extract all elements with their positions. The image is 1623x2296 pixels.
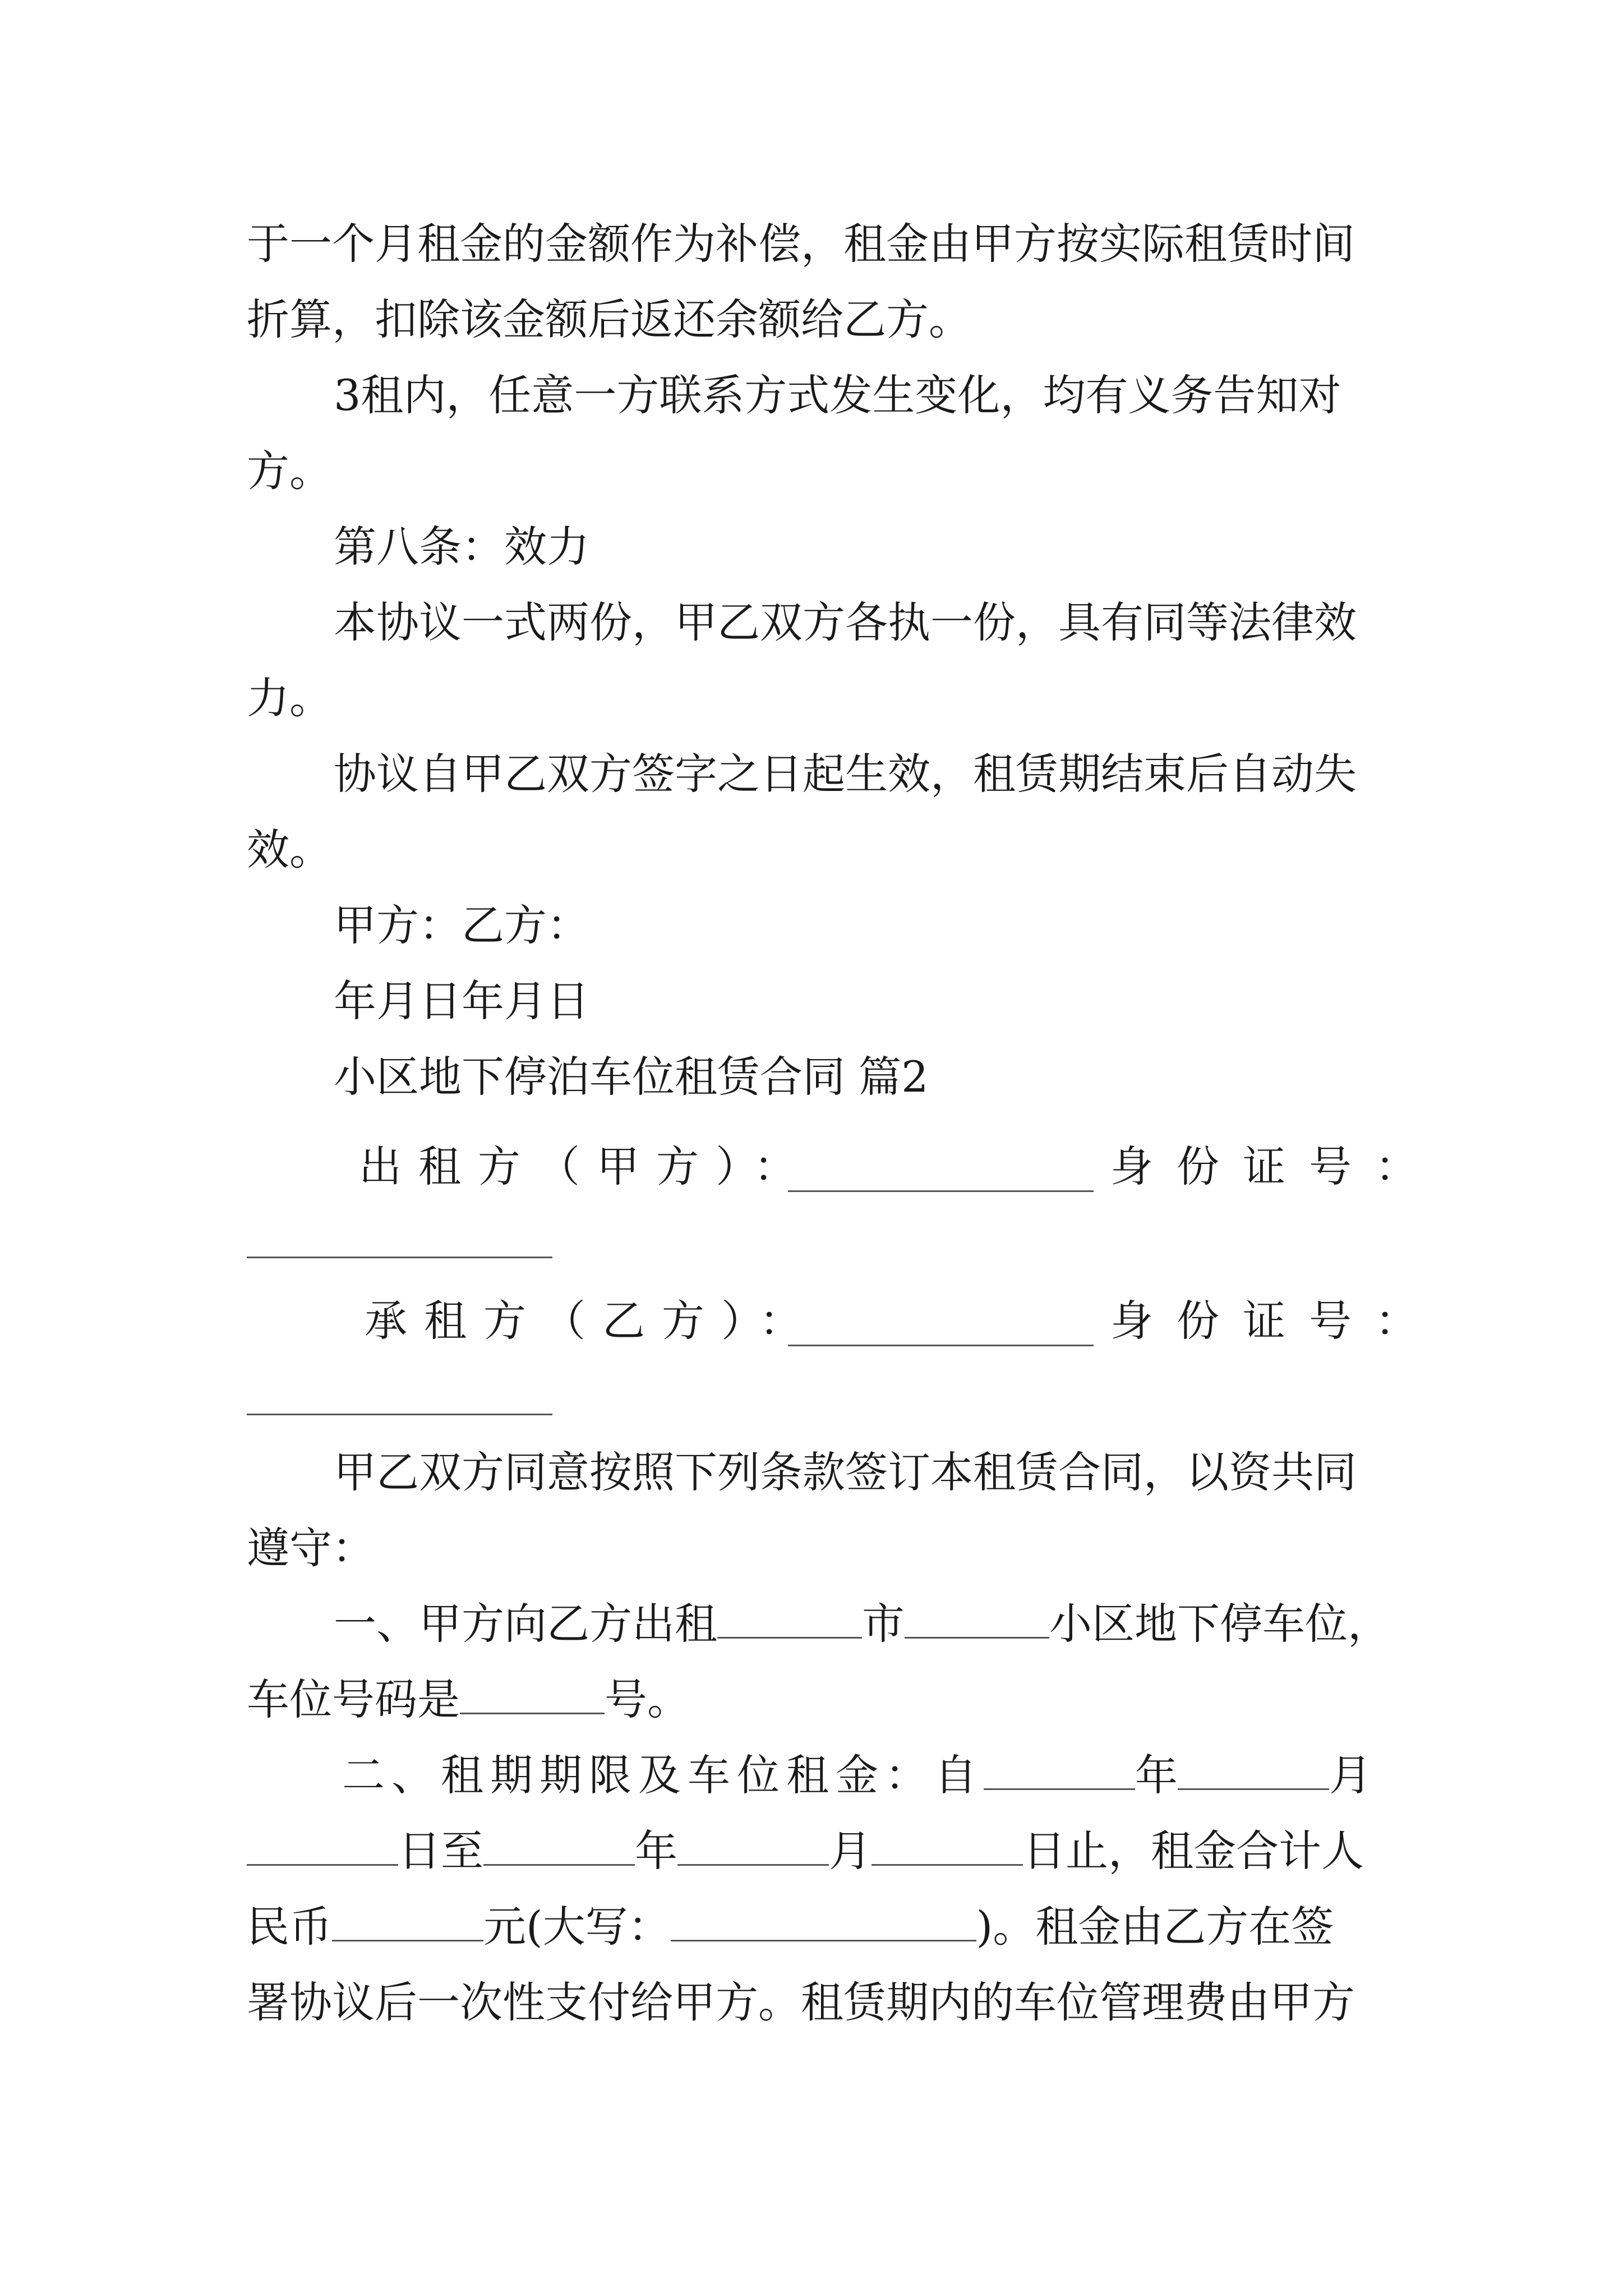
text-line (0, 1520, 1623, 1576)
space-number-suffix: 号。 (605, 1674, 690, 1724)
clause-2-prefix: 二、租期期限及车位租金：自 (342, 1750, 984, 1800)
text-line (0, 443, 1623, 499)
lessor-label: 出租方（甲方）： (359, 1142, 813, 1191)
text-line (0, 746, 1623, 802)
lessee-id-label-line (1110, 1293, 1441, 1349)
lessor-line (359, 1139, 813, 1195)
payment-text: )。租金由乙方在签 (976, 1902, 1334, 1952)
paragraph-text: 折算，扣除该金额后返还余额给乙方。 (247, 295, 971, 344)
lessor-id-label: 身份证号： (1110, 1142, 1441, 1191)
paragraph-text: 力。 (247, 673, 332, 723)
space-number-label: 车位号码是 (247, 1674, 460, 1724)
lessee-id-label: 身份证号： (1110, 1296, 1441, 1346)
month-label: 月 (1329, 1750, 1372, 1800)
lessor-id-blank (247, 1257, 552, 1258)
section-title: 小区地下停泊车位租赁合同 篇2 (334, 1052, 929, 1102)
lessee-id-blank (247, 1414, 552, 1415)
paragraph-text: 方。 (247, 446, 332, 496)
signature-dates: 年月日年月日 (334, 976, 589, 1026)
paragraph-text: 遵守： (247, 1523, 375, 1573)
lessee-label: 承租方（乙方）： (365, 1296, 819, 1346)
text-line (0, 822, 1623, 878)
clause-2-line-4 (0, 1975, 1623, 2031)
city-blank (717, 1604, 862, 1639)
clause-2-line-2 (0, 1823, 1623, 1879)
text-line (0, 1444, 1623, 1501)
text-line (0, 595, 1623, 651)
day-to-label: 日至 (398, 1826, 483, 1876)
start-year-blank (984, 1756, 1135, 1790)
text-line (0, 973, 1623, 1029)
text-line (0, 292, 1623, 348)
paragraph-text: 协议自甲乙双方签字之日起生效，租赁期结束后自动失 (334, 749, 1357, 799)
lessee-name-blank (788, 1312, 1094, 1346)
space-number-blank (460, 1680, 605, 1714)
lessor-id-label-line (1110, 1139, 1441, 1195)
text-line (0, 670, 1623, 726)
justified-line (247, 216, 1382, 272)
end-year-blank (483, 1832, 635, 1866)
community-label: 小区地下停车位， (1049, 1599, 1390, 1649)
clause-1-prefix: 一、甲方向乙方出租 (334, 1599, 717, 1649)
clause-2-line-3 (0, 1899, 1623, 1955)
start-day-blank (247, 1832, 398, 1866)
article-heading: 第八条：效力 (334, 522, 589, 572)
clause-1-line-1 (0, 1596, 1623, 1652)
amount-words-blank (671, 1907, 976, 1941)
end-month-label: 月 (829, 1826, 872, 1876)
city-label: 市 (862, 1599, 905, 1649)
start-month-blank (1178, 1756, 1329, 1790)
paragraph-text: 3租内，任意一方联系方式发生变化，均有义务告知对 (334, 370, 1341, 420)
end-month-blank (677, 1832, 829, 1866)
rmb-label: 民币 (247, 1902, 332, 1952)
signature-parties: 甲方：乙方： (334, 900, 589, 950)
paragraph-text: 署协议后一次性支付给甲方。租赁期内的车位管理费由甲方 (247, 1977, 1355, 2027)
year-label: 年 (1135, 1750, 1178, 1800)
paragraph-text: 本协议一式两份，甲乙双方各执一份，具有同等法律效 (334, 597, 1357, 647)
text-line (0, 898, 1623, 954)
clause-1-line-2 (0, 1672, 1623, 1728)
paragraph-text: 甲乙双方同意按照下列条款签订本租赁合同，以资共同 (334, 1447, 1357, 1497)
paragraph-text: 于一个月租金的金额作为补偿，租金由甲方按实际租赁时间 (247, 219, 1355, 269)
text-line (0, 216, 1623, 272)
yuan-label: 元(大写： (483, 1902, 671, 1952)
end-year-label: 年 (635, 1826, 677, 1876)
lessee-line (365, 1293, 819, 1349)
text-line (0, 1049, 1623, 1105)
community-blank (905, 1604, 1049, 1639)
clause-2-line-1 (0, 1747, 1623, 1803)
amount-blank (332, 1907, 483, 1941)
text-line (0, 519, 1623, 575)
text-line (0, 367, 1623, 424)
day-end-label: 日止，租金合计人 (1023, 1826, 1364, 1876)
paragraph-text: 效。 (247, 825, 332, 875)
lessor-name-blank (788, 1158, 1094, 1192)
end-day-blank (872, 1832, 1023, 1866)
